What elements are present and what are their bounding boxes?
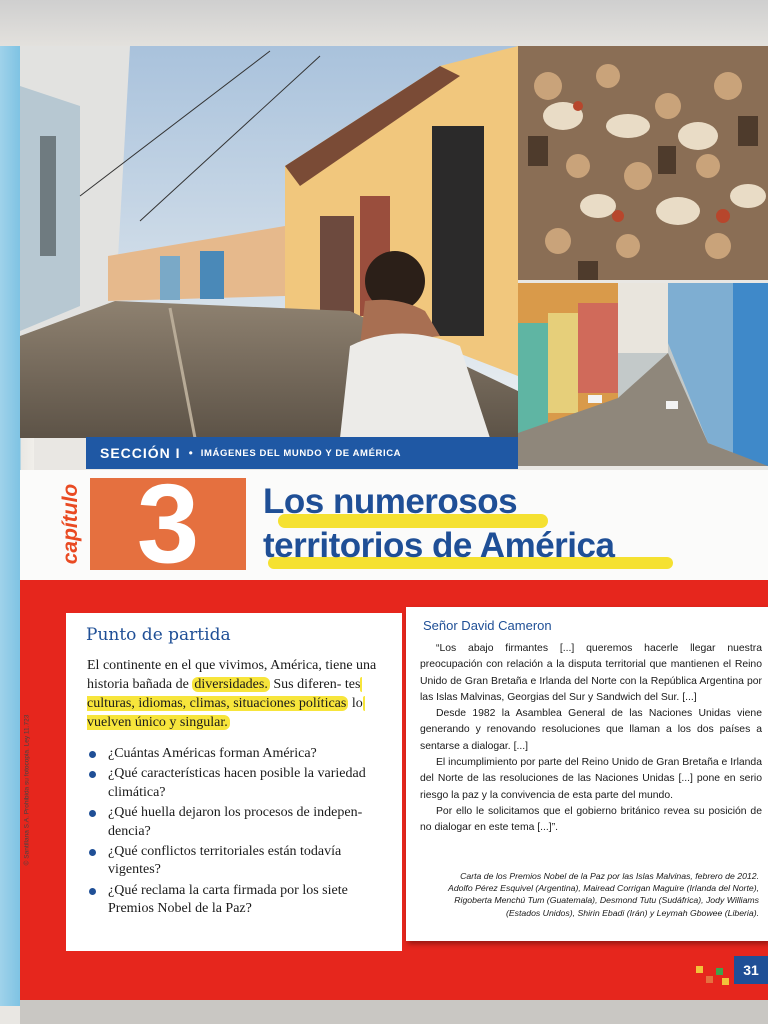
question-item: [88, 882, 388, 919]
question-item: [88, 745, 388, 763]
bullet-icon: [89, 751, 96, 758]
page-number: 31: [734, 956, 768, 984]
chapter-title-line-2: territorios de América: [263, 526, 615, 565]
section-banner: [86, 437, 518, 469]
chapter-number: 3: [90, 478, 246, 570]
bullet-icon: [89, 849, 96, 856]
question-text: ¿Qué conflictos territoriales están todavía vigentes?: [108, 844, 342, 878]
decorative-square: [696, 966, 703, 973]
question-text: ¿Cuántas Américas forman América?: [108, 746, 317, 761]
chapter-word-text: capítulo: [59, 483, 82, 565]
intro-text-b: Sus diferen-: [269, 677, 342, 692]
section-subtitle: IMÁGENES DEL MUNDO Y DE AMÉRICA: [200, 447, 402, 459]
intro-highlight-3: vuelven único y singular.: [87, 696, 365, 730]
intro-text-a: El continente en el que vivimos, América, tiene una historia bañada de: [87, 658, 377, 692]
copyright-text: © Santillana S.A. Prohibida su fotocopia. Ley 11.723: [23, 714, 31, 866]
intro-highlight-1: diversidades.: [194, 677, 268, 692]
section-separator: •: [188, 446, 193, 460]
page-top-shadow: [0, 0, 768, 46]
colonial-street-photo: [20, 46, 518, 438]
question-text: ¿Qué huella dejaron los procesos de indepen-dencia?: [108, 805, 363, 839]
chapter-title: [263, 480, 614, 568]
colorful-city-photo: [518, 283, 768, 466]
letter-body: [420, 641, 762, 837]
letter-paragraph: Por ello le solicitamos que el gobierno británico revea su posición de no dialogar en este tema [...]”.: [420, 805, 762, 834]
question-item: [88, 765, 388, 802]
bullet-icon: [89, 771, 96, 778]
punto-de-partida-heading: Punto de partida: [86, 625, 231, 645]
question-text: ¿Qué características hacen posible la variedad climática?: [108, 766, 366, 800]
question-text: ¿Qué reclama la carta firmada por los siete Premios Nobel de la Paz?: [108, 882, 348, 917]
intro-highlight-2: culturas, idiomas, climas, situaciones políticas: [87, 677, 362, 711]
decorative-square: [722, 978, 729, 985]
decorative-square: [706, 976, 713, 983]
intro-text-c: tes: [344, 677, 361, 692]
question-item: [88, 804, 388, 841]
question-item: [88, 843, 388, 880]
chapter-word: [54, 472, 88, 576]
letter-paragraph: El incumplimiento por parte del Reino Unido de Gran Bretaña e Irlanda del Norte de las resoluciones de las Naciones Unidas [...] pone en serio riesgo la paz y la convivencia de esta parte del mundo.: [420, 757, 762, 801]
punto-de-partida-intro: [87, 656, 393, 732]
letter-citation: Carta de los Premios Nobel de la Paz por las Islas Malvinas, febrero de 2012. Adolfo Pérez Esquivel (Argentina), Mairead Corrigan Maguire (Irlanda del Norte), Rigoberta Menchú Tum (Guatemala), Desmond Tutu (Sudáfrica), Jody Williams (Estados Unidos), Shirin Ebadi (Irán) y Leymah Gbowee (Liberia).: [448, 871, 759, 918]
decorative-square: [716, 968, 723, 975]
chapter-title-line-1: Los numerosos: [263, 482, 518, 521]
letter-heading: Señor David Cameron: [423, 618, 552, 633]
page-bottom-edge: [20, 1000, 768, 1024]
market-crowd-photo: [518, 46, 768, 280]
question-list: [88, 745, 388, 919]
letter-paragraph: “Los abajo firmantes [...] queremos hacerle llegar nuestra preocupación con relación a la disputa territorial que mantienen el Reino Unido de Gran Bretaña e Irlanda del Norte con la República Argentina por las Islas Malvinas, Georgias del Sur y Sandwich del Sur. [...]: [420, 643, 762, 703]
bullet-icon: [89, 810, 96, 817]
letter-paragraph: Desde 1982 la Asamblea General de las Naciones Unidas viene generando y renovando resoluciones que llaman a los dos países a sentarse a dialogar. [...]: [420, 708, 762, 752]
bullet-icon: [89, 888, 96, 895]
intro-text-d: lo: [351, 696, 363, 711]
section-label: SECCIÓN I: [100, 445, 181, 461]
copyright-notice: [21, 620, 33, 960]
